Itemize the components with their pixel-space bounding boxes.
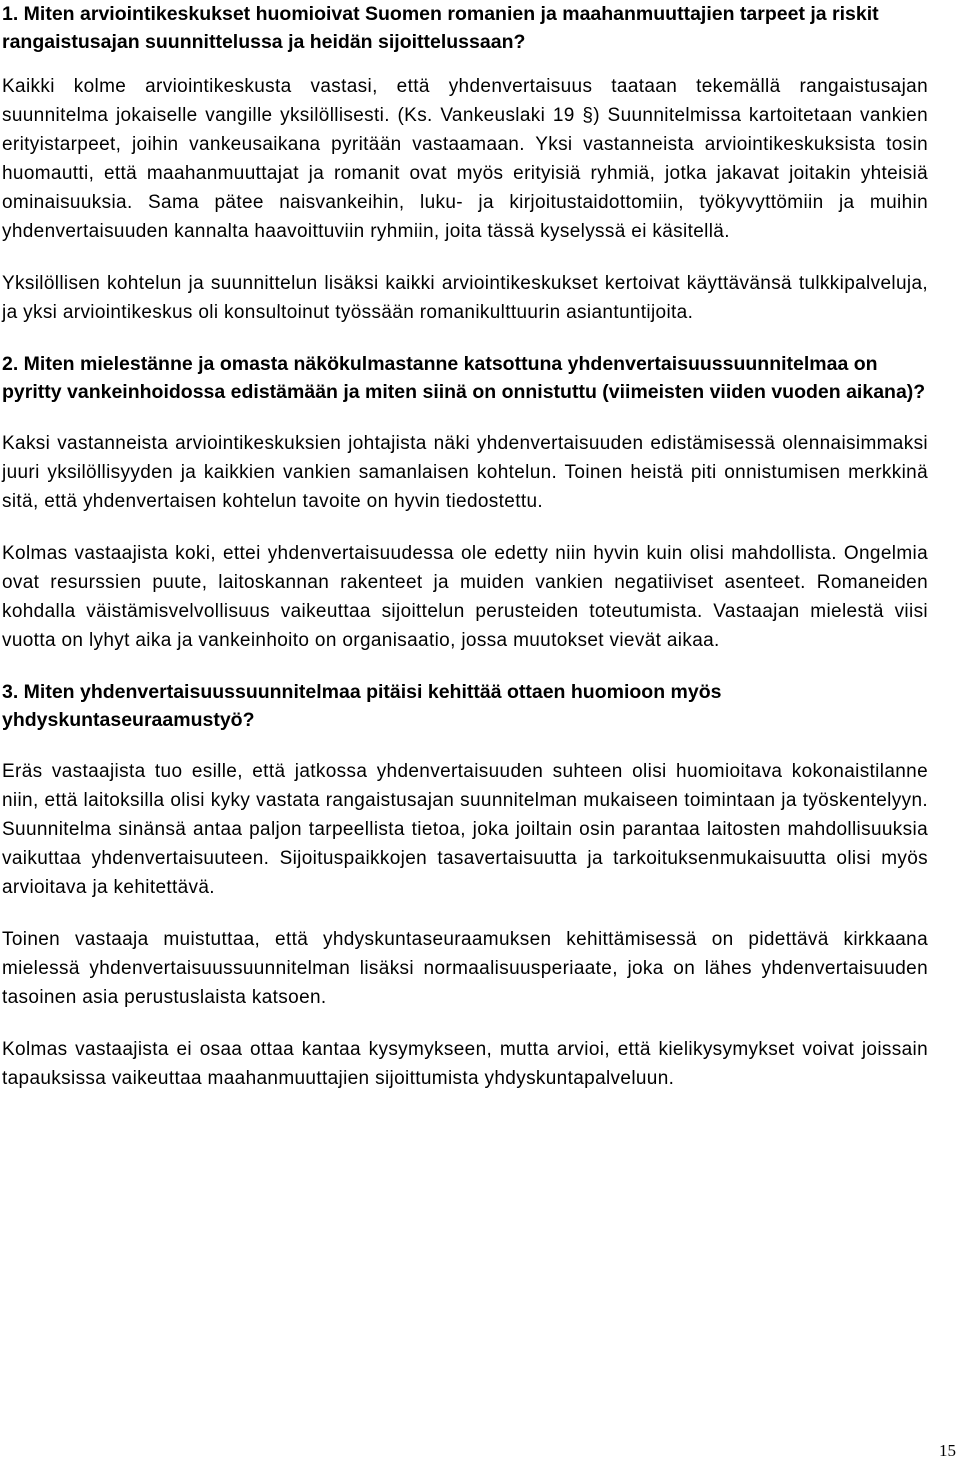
document-body: [2, 0, 928, 1093]
section-2-paragraph-2: Kolmas vastaajista koki, ettei yhdenvertaisuudessa ole edetty niin hyvin kuin olisi mahdollista. Ongelmia ovat resurssien puute, laitoskannan rakenteet ja muiden vankien negatiiviset asenteet. Romaneiden kohdalla väistämisvelvollisuus vaikeuttaa sijoittelun perusteiden toteutumista. Vastaajan mielestä viisi vuotta on lyhyt aika ja vankeinhoito on organisaatio, jossa muutokset vievät aikaa.: [2, 543, 928, 651]
section-1-paragraph-2: Yksilöllisen kohtelun ja suunnittelun lisäksi kaikki arviointikeskukset kertoivat käyttävänsä tulkkipalveluja, ja yksi arviointikeskus oli konsultoinut työssään romanikulttuurin asiantuntijoita.: [2, 273, 928, 323]
question-3-heading: 3. Miten yhdenvertaisuussuunnitelmaa pitäisi kehittää ottaen huomioon myös yhdyskuntaseuraamustyö?: [2, 681, 722, 731]
question-2-heading: 2. Miten mielestänne ja omasta näkökulmastanne katsottuna yhdenvertaisuussuunnitelmaa on pyritty vankeinhoidossa edistämään ja miten siinä on onnistuttu (viimeisten viiden vuoden aikana)?: [2, 353, 926, 403]
section-3-paragraph-1: Eräs vastaajista tuo esille, että jatkossa yhdenvertaisuuden suhteen olisi huomioitava kokonaistilanne niin, että laitoksilla olisi kyky vastata rangaistusajan suunnitelman mukaiseen toimintaan ja työskentelyyn. Suunnitelma sinänsä antaa paljon tarpeellista tietoa, joka joiltain osin parantaa laitosten mahdollisuuksia vaikuttaa yhdenvertaisuuteen. Sijoituspaikkojen tasavertaisuutta ja tarkoituksenmukaisuutta olisi myös arvioitava ja kehitettävä.: [2, 761, 928, 898]
question-1-heading: 1. Miten arviointikeskukset huomioivat Suomen romanien ja maahanmuuttajien tarpeet ja riskit rangaistusajan suunnittelussa ja heidän sijoittelussaan?: [2, 3, 879, 53]
section-2-paragraph-1: Kaksi vastanneista arviointikeskuksien johtajista näki yhdenvertaisuuden edistämisessä olennaisimmaksi juuri yksilöllisyyden ja kaikkien vankien samanlaisen kohtelun. Toinen heistä piti onnistumisen merkkinä sitä, että yhdenvertaisen kohtelun tavoite on hyvin tiedostettu.: [2, 433, 928, 512]
page-number: 15: [939, 1441, 956, 1460]
section-3-paragraph-3: Kolmas vastaajista ei osaa ottaa kantaa kysymykseen, mutta arvioi, että kielikysymykset voivat joissain tapauksissa vaikeuttaa maahanmuuttajien sijoittumista yhdyskuntapalveluun.: [2, 1039, 928, 1089]
section-1-paragraph-1: Kaikki kolme arviointikeskusta vastasi, että yhdenvertaisuus taataan tekemällä rangaistusajan suunnitelma jokaiselle vangille yksilöllisesti. (Ks. Vankeuslaki 19 §) Suunnitelmissa kartoitetaan vankien erityistarpeet, joihin vankeusaikana pyritään vastaamaan. Yksi vastanneista arviointikeskuksista tosin huomautti, että maahanmuuttajat ja romanit ovat myös erityisiä ryhmiä, jotka jakavat joitakin yhteisiä ominaisuuksia. Sama pätee naisvankeihin, luku- ja kirjoitustaidottomiin, työkyvyttömiin ja muihin yhdenvertaisuuden kannalta haavoittuviin ryhmiin, joita tässä kyselyssä ei käsitellä.: [2, 76, 928, 242]
section-3-paragraph-2: Toinen vastaaja muistuttaa, että yhdyskuntaseuraamuksen kehittämisessä on pidettävä kirkkaana mielessä yhdenvertaisuussuunnitelman lisäksi normaalisuusperiaate, joka on lähes yhdenvertaisuuden tasoinen asia perustuslaista katsoen.: [2, 929, 928, 1008]
